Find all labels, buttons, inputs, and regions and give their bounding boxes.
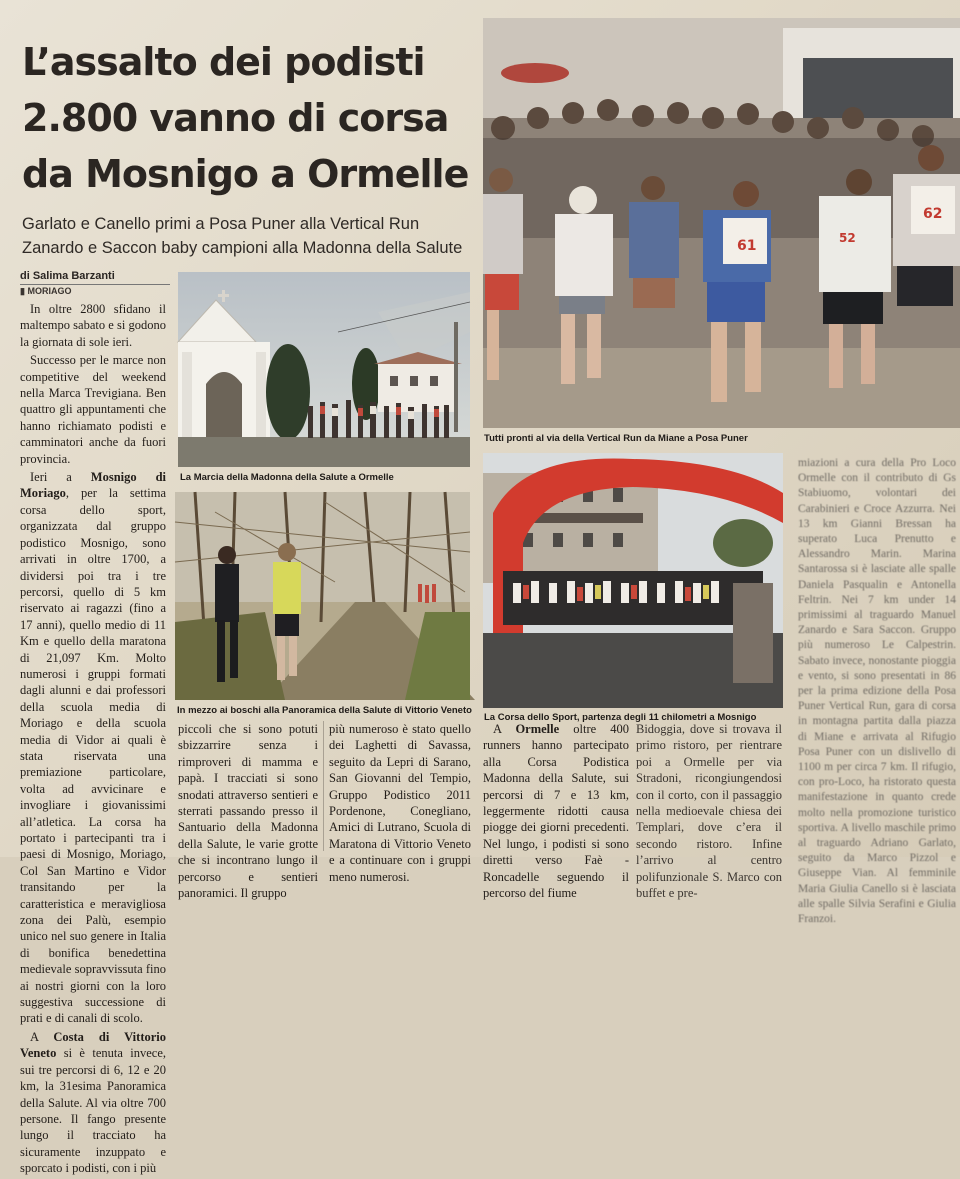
forest-photo-image (175, 492, 470, 700)
paragraph-col2: piccoli che si sono potuti sbizzarrire senza i rimproveri di mamma e papà. I tracciati si sono snodati attraverso sentieri e sterrati passando presso il Santuario della Madonna della Salute, le varie grotte che si incontrano lungo il percorso e sentieri panoramici. Il gruppo (178, 722, 318, 901)
caption-arch-photo: La Corsa dello Sport, partenza degli 11 chilometri a Mosnigo (484, 712, 757, 723)
article-column-3 (329, 721, 471, 887)
caption-forest-photo: In mezzo ai boschi alla Panoramica della Salute di Vittorio Veneto (177, 705, 472, 716)
article-column-4 (483, 721, 629, 903)
place-mosnigo: Mosnigo di Moriago (20, 470, 167, 501)
paragraph-ormelle: A Ormelle oltre 400 runners hanno partecipato alla Corsa Podistica Madonna della Salute, sui percorsi di 7 e 13 km, leggermente ridotti causa piogge dei giorni precedenti. Nel lungo, i podisti si sono diretti verso Faè - Roncadelle seguendo il percorso del fiume (483, 722, 629, 901)
article-column-1 (20, 301, 166, 1179)
church-photo-image (178, 272, 470, 467)
subheadline-line-2: Zanardo e Saccon baby campioni alla Madonna della Salute (22, 239, 463, 257)
arch-photo-image (483, 453, 783, 708)
byline: di Salima Barzanti (20, 270, 170, 285)
article-column-6 (798, 456, 956, 929)
place-ormelle: Ormelle (515, 722, 560, 736)
forest-photo (175, 492, 470, 700)
subheadline-line-1: Garlato e Canello primi a Posa Puner alla Vertical Run (22, 215, 420, 233)
dateline-place-text: MORIAGO (27, 286, 72, 296)
church-photo (178, 272, 470, 467)
vertical-run-photo-image (483, 18, 960, 428)
paragraph-col5: Bidoggia, dove si trovava il primo ristoro, per rientrare poi a Ormelle per via Stradoni, ricongiungendosi con il corto, con il passaggio nella medioevale chiesa dei Templari, dove c’era il secondo ristoro. Infine l’arrivo al centro polifunzionale S. Marco con buffet e pre- (636, 722, 782, 901)
paragraph-costa: A Costa di Vittorio Veneto si è tenuta invece, sui tre percorsi di 6, 12 e 20 km, la 31esima Panoramica della Salute. Al via oltre 700 persone. Il fango presente lungo il tracciato ha sicuramente inzuppato e sporcato i podisti, con i più (20, 1029, 167, 1176)
paragraph-intro: In oltre 2800 sfidano il maltempo sabato e si godono la giornata di sole ieri. (20, 302, 166, 349)
caption-top-photo: Tutti pronti al via della Vertical Run da Miane a Posa Puner (484, 433, 748, 444)
column-rule (323, 721, 324, 851)
subheadline (22, 212, 482, 260)
headline-line-1: L’assalto dei podisti (22, 40, 425, 84)
article-column-2 (178, 721, 318, 903)
bib-52: 52 (839, 231, 856, 245)
headline-line-3: da Mosnigo a Ormelle (22, 152, 469, 196)
caption-church-photo: La Marcia della Madonna della Salute a Ormelle (180, 472, 394, 483)
bib-62: 62 (923, 206, 943, 222)
paragraph-mosnigo: Ieri a Mosnigo di Moriago, per la settima corsa dello sport, organizzata dal gruppo podistico Mosnigo, sono arrivati in oltre 1700, a dividersi poi tra i tre percorsi, quello di 5 km riservato ai ragazzi (fino a 17 anni), quello medio di 11 Km e quello della maratona di 21,097 Km. Molto numerosi i gruppi formati dagli alunni e dai professori della scuola media di Moriago e della scuola media di Vidor ai quali è stata riservata una premiazione particolare, volta ad avvicinare e invogliare i giovanissimi all’atletica. La corsa ha portato i partecipanti tra i paesi di Mosnigo, Moriago, Col San Martino e Vidor transitando per la caratteristica e meravigliosa zona dei Palù, esempio unico nel suo genere in Italia di bonifica benedettina medievale sopravvissuta fino ai nostri giorni con la loro suggestiva successione di prati e di canali di scolo. (20, 470, 167, 1026)
paragraph-col3: più numeroso è stato quello dei Laghetti di Savassa, seguito da Lepri di Sarano, San Giovanni del Tempio, Gruppo Podistico 2011 Pordenone, Conegliano, Amici di Lutrano, Scuola di Maratona di Vittorio Veneto e a continuare con i gruppi meno numerosi. (329, 722, 471, 884)
arch-photo (483, 453, 783, 708)
headline (22, 34, 482, 202)
dateline-place: ▮ MORIAGO (20, 286, 72, 296)
headline-line-2: 2.800 vanno di corsa (22, 96, 449, 140)
vertical-run-photo (483, 18, 960, 428)
article-column-5 (636, 721, 782, 903)
place-costa: Costa di Vittorio Veneto (20, 1029, 167, 1061)
bib-61: 61 (737, 238, 757, 254)
paragraph-success: Successo per le marce non competitive del weekend nella Marca Trevigiana. Ben quattro gli appuntamenti che hanno richiamato podisti e camminatori anche da fuori provincia. (20, 353, 166, 466)
paragraph-col6: miazioni a cura della Pro Loco Ormelle con il contributo di Gs Stabiuomo, volontari dei Carabinieri e Croce Azzurra. Nei 13 km Gianni Bressan ha superato Luca Prenutto e Alessandro Marin. Marina Santarossa si è lasciate alle spalle Daniela Pasqualin e Antonella Feltrin. Nei 7 km under 14 primissimi al traguardo Manuel Zanardo e Sara Saccon. Gruppo più numeroso Le Calpestrin. Sabato invece, nonostante pioggia e vento, si sono presentati in 86 per la prima edizione della Posa Puner Vertical Run, gara di corsa in montagna partita dalla piazza di Miane e arrivata al Rifugio Posa Puner con un dislivello di 1100 m per circa 7 km. Il rifugio, con pro-Loco, ha ristorato questa manifestazione in quanto crede molto nella promozione turistico sportiva. A livello maschile primo al traguardo Adriano Garlato, seguito da Marco Pizzol e Giuseppe Vian. Al femminile Maria Giulia Canello si è lasciata alle spalle Silvia Serafini e Giulia Franzoi. (798, 457, 956, 926)
